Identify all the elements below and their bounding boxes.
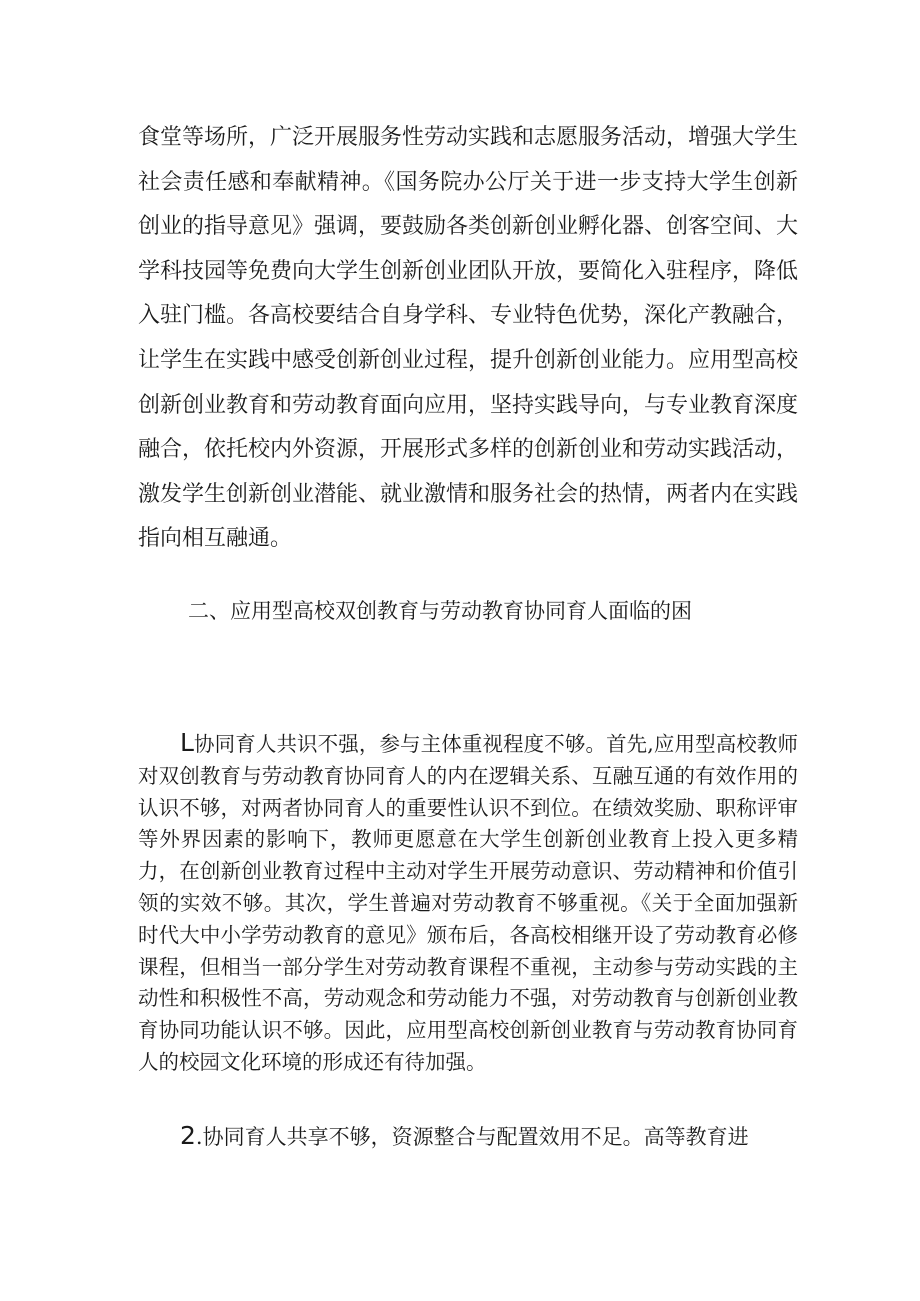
- body-paragraph-1: 食堂等场所，广泛开展服务性劳动实践和志愿服务活动，增强大学生社会责任感和奉献精神。《国务院办公厅关于进一步支持大学生创新创业的指导意见》强调，要鼓励各类创新创业孵化器、创客空间、大学科技园等免费向大学生创新创业团队开放，要简化入驻程序，降低入驻门槛。各高校要结合自身学科、专业特色优势，深化产教融合，让学生在实践中感受创新创业过程，提升创新创业能力。应用型高校创新创业教育和劳动教育面向应用，坚持实践导向，与专业教育深度融合，依托校内外资源，开展形式多样的创新创业和劳动实践活动，激发学生创新创业潜能、就业激情和服务社会的热情，两者内在实践指向相互融通。: [138, 125, 799, 552]
- list-marker-1: L: [180, 728, 194, 757]
- body-paragraph-2: [138, 727, 798, 1079]
- body-paragraph-3: [138, 1120, 798, 1153]
- list-marker-2: 2: [180, 1121, 196, 1150]
- paragraph-3-text: .协同育人共享不够，资源整合与配置效用不足。高等教育进: [195, 1125, 749, 1149]
- section-heading: 二、应用型高校双创教育与劳动教育协同育人面临的困: [188, 599, 692, 623]
- paragraph-2-text: 协同育人共识不强，参与主体重视程度不够。首先,应用型高校教师对双创教育与劳动教育协同育人的内在逻辑关系、互融互通的有效作用的认识不够，对两者协同育人的重要性认识不到位。在绩效奖励、职称评审等外界因素的影响下，教师更愿意在大学生创新创业教育上投入更多精力，在创新创业教育过程中主动对学生开展劳动意识、劳动精神和价值引领的实效不够。其次，学生普遍对劳动教育不够重视。《关于全面加强新时代大中小学劳动教育的意见》颁布后，各高校相继开设了劳动教育必修课程，但相当一部分学生对劳动教育课程不重视，主动参与劳动实践的主动性和积极性不高，劳动观念和劳动能力不强，对劳动教育与创新创业教育协同功能认识不够。因此，应用型高校创新创业教育与劳动教育协同育人的校园文化环境的形成还有待加强。: [138, 732, 798, 1074]
